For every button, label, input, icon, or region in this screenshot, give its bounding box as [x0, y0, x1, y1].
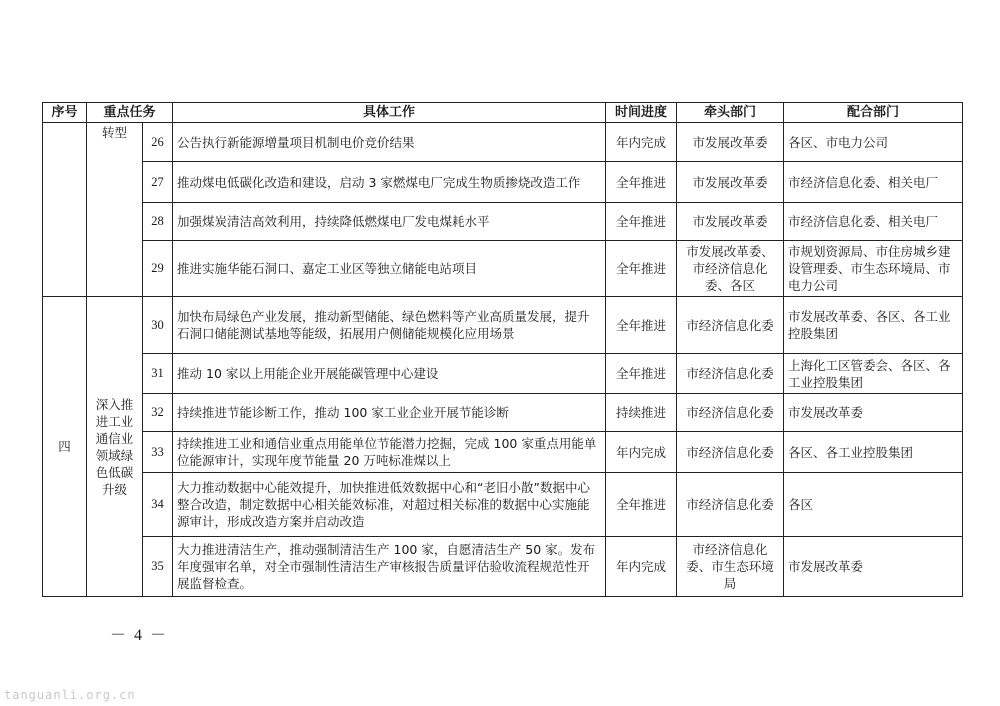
row-progress: 全年推进 — [606, 473, 677, 537]
row-lead: 市经济信息化委 — [677, 297, 784, 354]
watermark: tanguanli.org.cn — [4, 688, 136, 702]
row-coop: 市经济信息化委、相关电厂 — [784, 203, 963, 241]
row-number: 28 — [143, 203, 173, 241]
row-coop: 市发展改革委 — [784, 394, 963, 432]
group-serial — [43, 123, 87, 297]
row-coop: 市经济信息化委、相关电厂 — [784, 162, 963, 203]
row-work: 加快布局绿色产业发展，推动新型储能、绿色燃料等产业高质量发展，提升石洞口储能测试基地等能级，拓展用户侧储能规模化应用场景 — [173, 297, 606, 354]
group-task: 转型 — [87, 123, 143, 297]
row-lead: 市经济信息化委 — [677, 432, 784, 473]
row-progress: 全年推进 — [606, 241, 677, 297]
row-progress: 全年推进 — [606, 297, 677, 354]
row-progress: 年内完成 — [606, 123, 677, 162]
row-progress: 年内完成 — [606, 432, 677, 473]
row-work: 加强煤炭清洁高效利用，持续降低燃煤电厂发电煤耗水平 — [173, 203, 606, 241]
header-progress: 时间进度 — [606, 103, 677, 123]
row-coop: 市规划资源局、市住房城乡建设管理委、市生态环境局、市电力公司 — [784, 241, 963, 297]
row-work: 推动 10 家以上用能企业开展能碳管理中心建设 — [173, 354, 606, 394]
row-lead: 市发展改革委、市经济信息化委、各区 — [677, 241, 784, 297]
row-progress: 全年推进 — [606, 203, 677, 241]
table-row — [43, 394, 963, 432]
header-work: 具体工作 — [173, 103, 606, 123]
table-row — [43, 203, 963, 241]
row-number: 35 — [143, 537, 173, 597]
group-task: 深入推进工业通信业领域绿色低碳升级 — [87, 297, 143, 597]
table-row — [43, 241, 963, 297]
row-work: 大力推动数据中心能效提升，加快推进低效数据中心和“老旧小散”数据中心整合改造，制定数据中心相关能效标准，对超过相关标准的数据中心实施能源审计，形成改造方案并启动改造 — [173, 473, 606, 537]
row-number: 34 — [143, 473, 173, 537]
row-work: 持续推进工业和通信业重点用能单位节能潜力挖掘，完成 100 家重点用能单位能源审计，实现年度节能量 20 万吨标准煤以上 — [173, 432, 606, 473]
row-number: 31 — [143, 354, 173, 394]
row-work: 公告执行新能源增量项目机制电价竞价结果 — [173, 123, 606, 162]
row-coop: 上海化工区管委会、各区、各工业控股集团 — [784, 354, 963, 394]
row-coop: 市发展改革委 — [784, 537, 963, 597]
header-task: 重点任务 — [87, 103, 173, 123]
row-lead: 市经济信息化委 — [677, 473, 784, 537]
row-progress: 全年推进 — [606, 162, 677, 203]
table-row — [43, 297, 963, 354]
row-number: 32 — [143, 394, 173, 432]
row-number: 33 — [143, 432, 173, 473]
table-row — [43, 432, 963, 473]
row-number: 26 — [143, 123, 173, 162]
row-coop: 各区 — [784, 473, 963, 537]
row-work: 推进实施华能石洞口、嘉定工业区等独立储能电站项目 — [173, 241, 606, 297]
table-row — [43, 162, 963, 203]
row-coop: 各区、市电力公司 — [784, 123, 963, 162]
task-table — [42, 102, 963, 597]
header-serial: 序号 — [43, 103, 87, 123]
row-lead: 市发展改革委 — [677, 203, 784, 241]
row-number: 27 — [143, 162, 173, 203]
row-progress: 持续推进 — [606, 394, 677, 432]
row-work: 大力推进清洁生产，推动强制清洁生产 100 家，自愿清洁生产 50 家。发布年度强审名单，对全市强制性清洁生产审核报告质量评估验收流程规范性开展监督检查。 — [173, 537, 606, 597]
table-row — [43, 354, 963, 394]
row-lead: 市发展改革委 — [677, 123, 784, 162]
row-coop: 市发展改革委、各区、各工业控股集团 — [784, 297, 963, 354]
row-number: 30 — [143, 297, 173, 354]
header-lead: 牵头部门 — [677, 103, 784, 123]
row-lead: 市经济信息化委、市生态环境局 — [677, 537, 784, 597]
row-progress: 年内完成 — [606, 537, 677, 597]
header-row — [43, 103, 963, 123]
row-number: 29 — [143, 241, 173, 297]
table-row — [43, 537, 963, 597]
row-progress: 全年推进 — [606, 354, 677, 394]
row-lead: 市经济信息化委 — [677, 354, 784, 394]
group-serial: 四 — [43, 297, 87, 597]
row-work: 推动煤电低碳化改造和建设，启动 3 家燃煤电厂完成生物质掺烧改造工作 — [173, 162, 606, 203]
header-coop: 配合部门 — [784, 103, 963, 123]
table-row — [43, 123, 963, 162]
row-lead: 市经济信息化委 — [677, 394, 784, 432]
row-coop: 各区、各工业控股集团 — [784, 432, 963, 473]
row-lead: 市发展改革委 — [677, 162, 784, 203]
row-work: 持续推进节能诊断工作，推动 100 家工业企业开展节能诊断 — [173, 394, 606, 432]
page-number: － 4 － — [110, 627, 169, 644]
table-row — [43, 473, 963, 537]
